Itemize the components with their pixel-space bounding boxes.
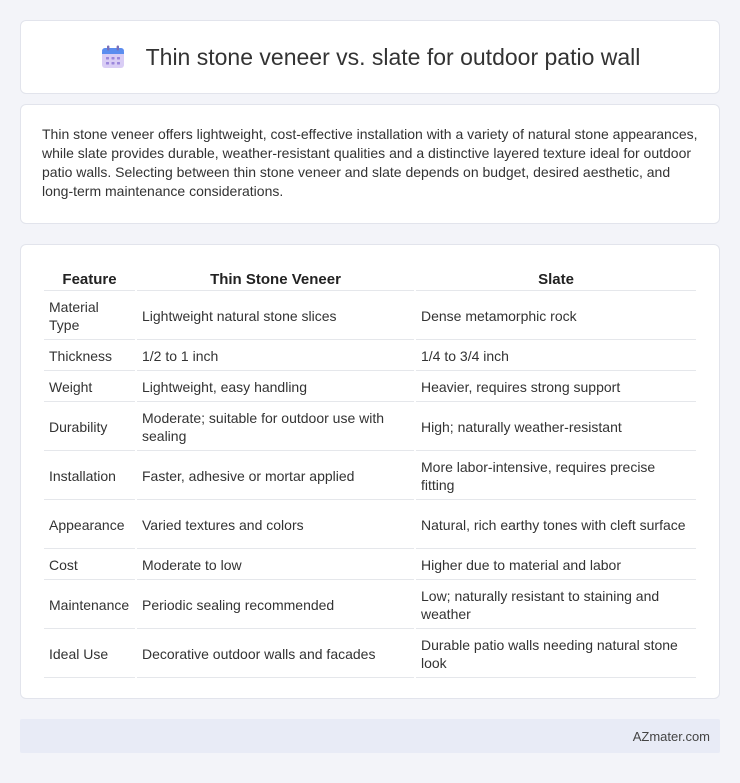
veneer-cell: Periodic sealing recommended — [137, 582, 414, 629]
feature-cell: Appearance — [44, 502, 135, 549]
veneer-cell: Lightweight, easy handling — [137, 373, 414, 402]
comparison-table — [42, 265, 698, 680]
slate-cell: Durable patio walls needing natural stone look — [416, 631, 696, 678]
feature-cell: Thickness — [44, 342, 135, 371]
header-feature: Feature — [44, 267, 135, 291]
feature-cell: Ideal Use — [44, 631, 135, 678]
feature-cell: Installation — [44, 453, 135, 500]
feature-cell: Durability — [44, 404, 135, 451]
table-row — [44, 453, 696, 500]
table-row — [44, 631, 696, 678]
veneer-cell: Varied textures and colors — [137, 502, 414, 549]
table-row — [44, 582, 696, 629]
feature-cell: Maintenance — [44, 582, 135, 629]
title-card — [20, 20, 720, 94]
table-row — [44, 293, 696, 340]
veneer-cell: Decorative outdoor walls and facades — [137, 631, 414, 678]
header-slate: Slate — [416, 267, 696, 291]
intro-text: Thin stone veneer offers lightweight, cost-effective installation with a variety of natural stone appearances, while slate provides durable, weather-resistant qualities and a distinctive layered texture ideal for outdoor patio walls. Selecting between thin stone veneer and slate depends on budget, desired aesthetic, and long-term maintenance considerations. — [42, 126, 698, 199]
feature-cell: Material Type — [44, 293, 135, 340]
slate-cell: Natural, rich earthy tones with cleft surface — [416, 502, 696, 549]
table-row — [44, 551, 696, 580]
comparison-table-card — [20, 244, 720, 699]
feature-cell: Cost — [44, 551, 135, 580]
slate-cell: Low; naturally resistant to staining and weather — [416, 582, 696, 629]
slate-cell: Dense metamorphic rock — [416, 293, 696, 340]
table-row — [44, 342, 696, 371]
veneer-cell: Moderate to low — [137, 551, 414, 580]
veneer-cell: Lightweight natural stone slices — [137, 293, 414, 340]
table-row — [44, 373, 696, 402]
intro-card — [20, 104, 720, 224]
page-title: Thin stone veneer vs. slate for outdoor patio wall — [145, 43, 641, 70]
veneer-cell: 1/2 to 1 inch — [137, 342, 414, 371]
table-header-row — [44, 267, 696, 291]
slate-cell: 1/4 to 3/4 inch — [416, 342, 696, 371]
header-thin-stone-veneer: Thin Stone Veneer — [137, 267, 414, 291]
calendar-icon — [100, 44, 126, 70]
footer-brand[interactable]: AZmater.com — [632, 728, 710, 744]
footer — [20, 719, 720, 753]
feature-cell: Weight — [44, 373, 135, 402]
slate-cell: Heavier, requires strong support — [416, 373, 696, 402]
veneer-cell: Moderate; suitable for outdoor use with sealing — [137, 404, 414, 451]
slate-cell: Higher due to material and labor — [416, 551, 696, 580]
table-row — [44, 502, 696, 549]
slate-cell: More labor-intensive, requires precise fitting — [416, 453, 696, 500]
veneer-cell: Faster, adhesive or mortar applied — [137, 453, 414, 500]
table-row — [44, 404, 696, 451]
slate-cell: High; naturally weather-resistant — [416, 404, 696, 451]
